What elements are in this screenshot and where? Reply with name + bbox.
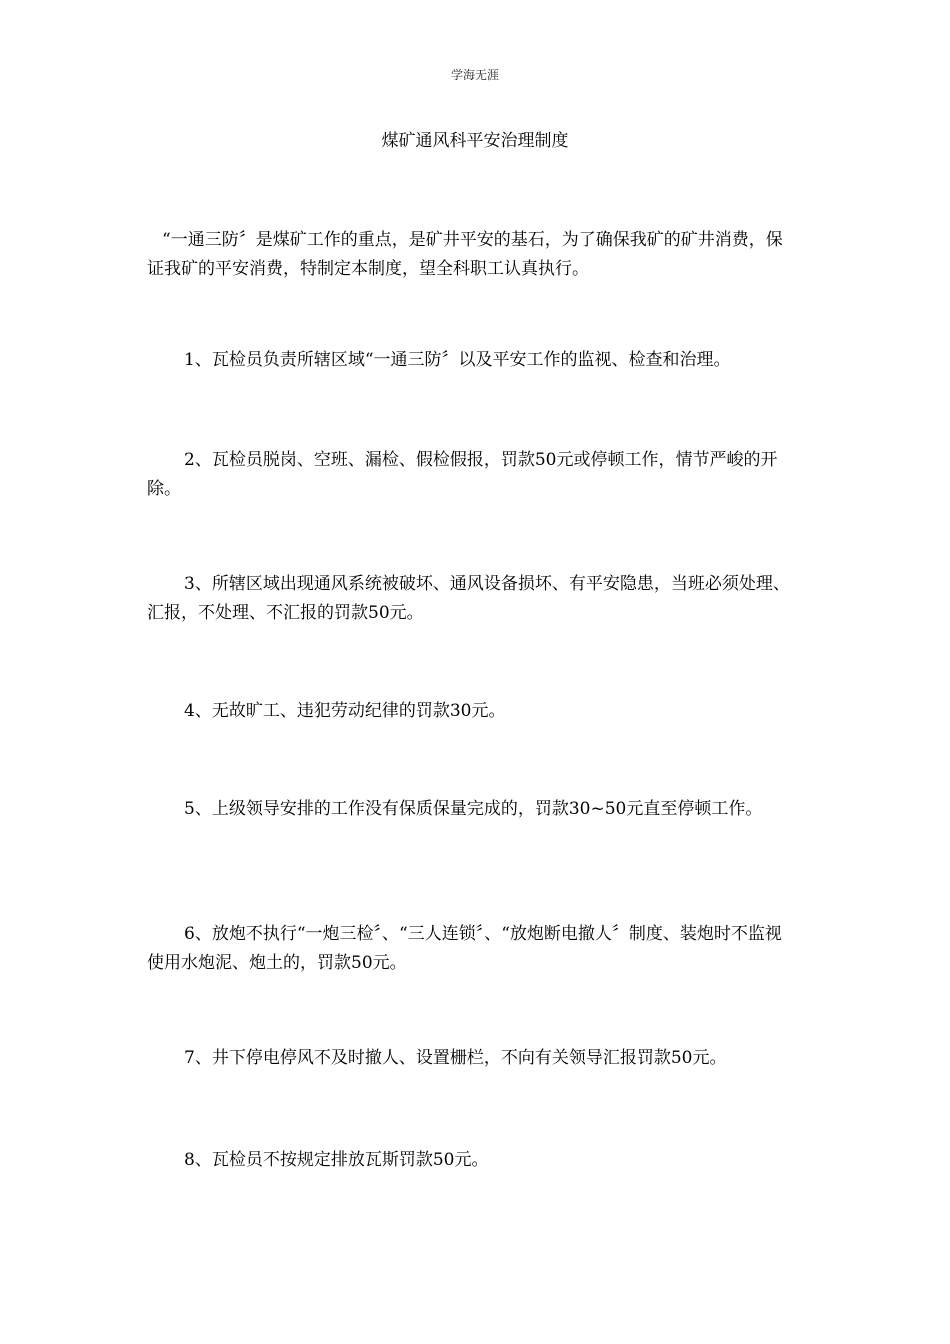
rule-item-1: 1、瓦检员负责所辖区域“一通三防〞以及平安工作的监视、检查和治理。 xyxy=(184,350,731,370)
rule-item-8: 8、瓦检员不按规定排放瓦斯罚款50元。 xyxy=(184,1150,489,1170)
page-header: 学海无涯 xyxy=(450,68,499,82)
rule-item-6: 6、放炮不执行“一炮三检〞、“三人连锁〞、“放炮断电撤人〞制度、装炮时不监视使用水炮泥、炮土的，罚款50元。 xyxy=(147,924,782,973)
rule-item-7: 7、井下停电停风不及时撤人、设置栅栏，不向有关领导汇报罚款50元。 xyxy=(184,1048,727,1068)
intro-paragraph: “一通三防〞是煤矿工作的重点，是矿井平安的基石，为了确保我矿的矿井消费，保证我矿的平安消费，特制定本制度，望全科职工认真执行。 xyxy=(147,230,783,279)
rule-item-4: 4、无故旷工、违犯劳动纪律的罚款30元。 xyxy=(184,701,506,721)
rule-item-3: 3、所辖区域出现通风系统被破坏、通风设备损坏、有平安隐患，当班必须处理、汇报，不处理、不汇报的罚款50元。 xyxy=(147,574,790,623)
rule-item-2: 2、瓦检员脱岗、空班、漏检、假检假报，罚款50元或停顿工作，情节严峻的开除。 xyxy=(147,450,778,499)
rule-item-5: 5、上级领导安排的工作没有保质保量完成的，罚款30~50元直至停顿工作。 xyxy=(184,799,763,819)
document-title: 煤矿通风科平安治理制度 xyxy=(381,131,569,151)
